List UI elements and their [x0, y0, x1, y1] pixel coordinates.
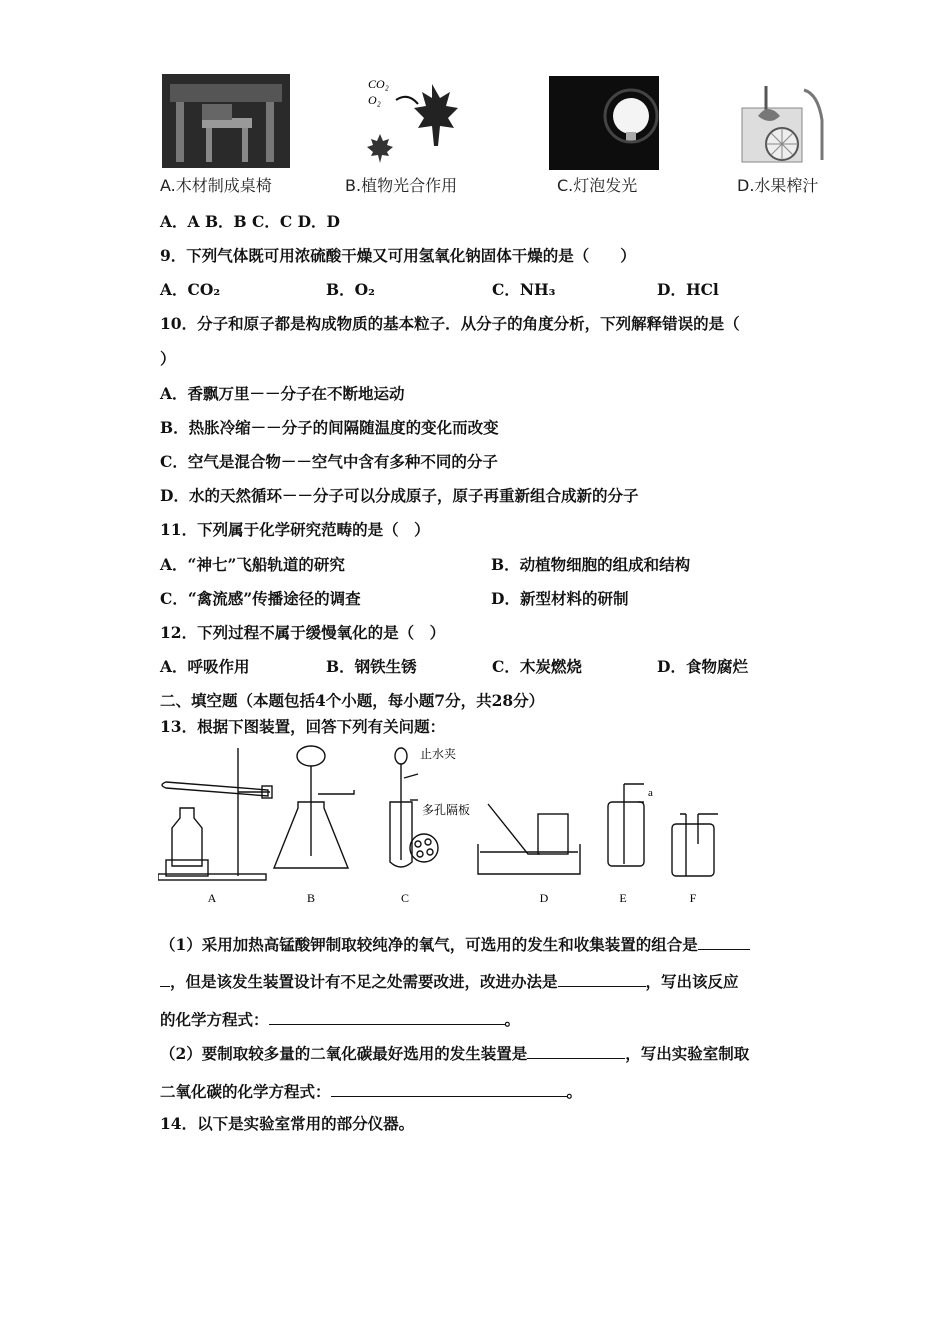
photo-fruit-juicer: [738, 80, 830, 172]
answer-blank-3[interactable]: [269, 1008, 505, 1025]
q13-part2-line1: [160, 1042, 749, 1064]
q13-part1-text-3: ，写出该反应: [645, 972, 739, 991]
answer-blank-1[interactable]: [698, 933, 750, 950]
q10-option-d: D．水的天然循环－－分子可以分成原子，原子再重新组合成新的分子: [160, 486, 639, 505]
q12-option-c: C．木炭燃烧: [492, 657, 582, 676]
q14-stem: 14．以下是实验室常用的部分仪器。: [160, 1114, 415, 1133]
q12-stem: 12．下列过程不属于缓慢氧化的是（ ）: [160, 623, 446, 642]
q13-part2-text-3: 二氧化碳的化学方程式：: [160, 1082, 331, 1101]
apparatus-f: [672, 814, 718, 876]
q13-stem: 13．根据下图装置，回答下列有关问题：: [160, 717, 446, 736]
label-a: A: [207, 891, 217, 905]
option-d-caption: D.水果榨汁: [737, 176, 819, 195]
answer-blank-5[interactable]: [331, 1080, 567, 1097]
answer-blank-2[interactable]: [558, 970, 646, 987]
apparatus-d: [478, 804, 580, 874]
option-c-caption: C.灯泡发光: [557, 176, 638, 195]
port-a-label: a: [648, 787, 653, 799]
q13-part2-text-1: （2）要制取较多量的二氧化碳最好选用的发生装置是: [160, 1044, 528, 1063]
lab-apparatus-figure: [158, 744, 728, 910]
photo-light-bulb: [549, 76, 659, 174]
q13-part1-line2: [160, 970, 739, 992]
apparatus-b: [274, 746, 354, 868]
q10-option-c: C．空气是混合物－－空气中含有多种不同的分子: [160, 452, 498, 471]
q13-part2-line2: [160, 1080, 582, 1102]
apparatus-a: [158, 748, 272, 880]
co2-label: CO₂: [368, 77, 389, 91]
apparatus-e: [608, 784, 644, 866]
q13-part1-line3: [160, 1008, 520, 1030]
period: 。: [566, 1082, 583, 1101]
q10-option-a: A．香飘万里－－分子在不断地运动: [160, 384, 405, 403]
q9-option-a: A．CO₂: [160, 280, 221, 299]
answer-blank-1-continued[interactable]: [160, 970, 170, 987]
q10-option-b: B．热胀冷缩－－分子的间隔随温度的变化而改变: [160, 418, 499, 437]
stopcock-label: 止水夹: [420, 747, 457, 761]
q12-option-b: B．钢铁生锈: [326, 657, 417, 676]
q9-option-c: C．NH₃: [492, 280, 556, 299]
period: 。: [504, 1010, 521, 1029]
label-e: E: [619, 891, 627, 905]
answer-blank-4[interactable]: [527, 1042, 625, 1059]
label-f: F: [689, 891, 697, 905]
q9-option-d: D．HCl: [657, 280, 719, 299]
o2-label: O₂: [368, 93, 381, 107]
q11-option-d: D．新型材料的研制: [491, 589, 629, 608]
q13-part2-text-2: ，写出实验室制取: [625, 1044, 750, 1063]
porous-plate-label: 多孔隔板: [422, 803, 471, 817]
q11-option-a: A．“神七”飞船轨道的研究: [160, 555, 345, 574]
photo-wooden-desk-chair: [162, 74, 290, 172]
q12-option-a: A．呼吸作用: [160, 657, 250, 676]
label-b: B: [306, 891, 316, 905]
section-2-heading: 二、填空题（本题包括4个小题，每小题7分，共28分）: [160, 691, 545, 710]
label-c: C: [400, 891, 410, 905]
q8-answer-options: A．A B．B C．C D．D: [160, 212, 340, 231]
q13-part1-text-4: 的化学方程式：: [160, 1010, 269, 1029]
label-d: D: [539, 891, 549, 905]
q10-stem: 10．分子和原子都是构成物质的基本粒子．从分子的角度分析，下列解释错误的是（: [160, 314, 740, 333]
q10-stem-end: ）: [160, 349, 176, 368]
q9-option-b: B．O₂: [326, 280, 375, 299]
q11-option-c: C．“禽流感”传播途径的调查: [160, 589, 361, 608]
option-a-caption: A.木材制成桌椅: [160, 176, 272, 195]
q13-part1-text-2: ，但是该发生装置设计有不足之处需要改进，改进办法是: [170, 972, 558, 991]
q11-stem: 11．下列属于化学研究范畴的是（ ）: [160, 520, 430, 539]
photosynthesis-leaf-diagram: [362, 74, 462, 172]
q13-part1-line1: [160, 933, 750, 955]
q11-option-b: B．动植物细胞的组成和结构: [491, 555, 691, 574]
q12-option-d: D．食物腐烂: [657, 657, 748, 676]
q13-part1-text-1: （1）采用加热高锰酸钾制取较纯净的氧气，可选用的发生和收集装置的组合是: [160, 935, 698, 954]
q9-stem: 9．下列气体既可用浓硫酸干燥又可用氢氧化钠固体干燥的是（ ）: [160, 246, 636, 265]
option-b-caption: B.植物光合作用: [345, 176, 458, 195]
